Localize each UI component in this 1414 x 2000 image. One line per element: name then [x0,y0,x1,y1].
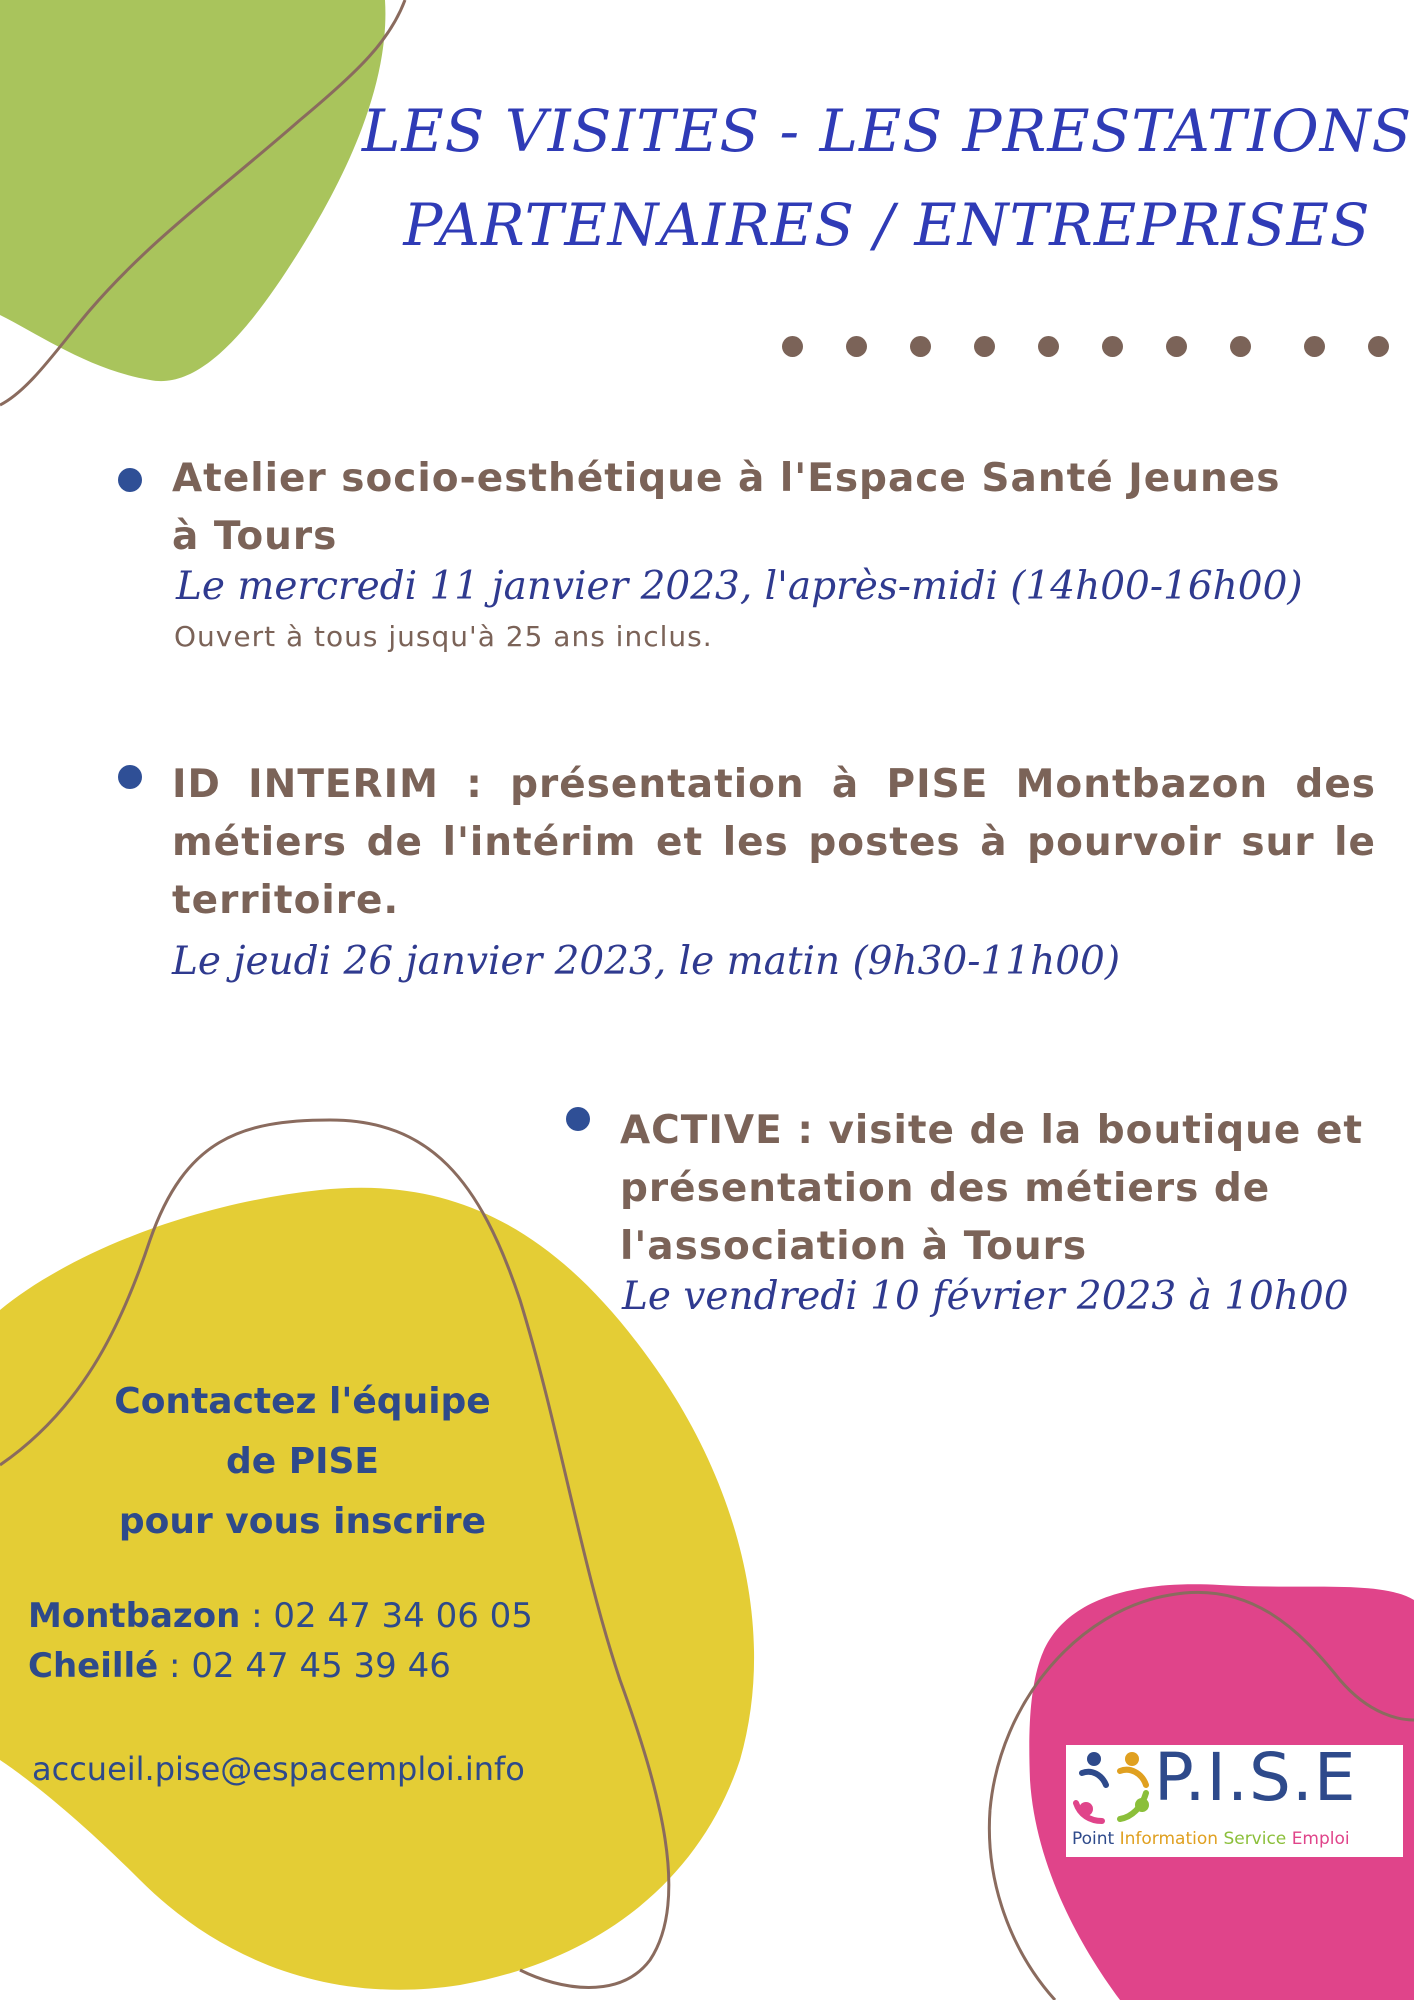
event-heading: Atelier socio-esthétique à l'Espace Santé Jeunes à Tours [172,456,1281,559]
page-title [360,84,1414,272]
event-heading: ID INTERIM : présentation à PISE Montbazon des métiers de l'intérim et les postes à pourvoir sur le territoire. [172,762,1376,923]
event-date: Le jeudi 26 janvier 2023, le matin (9h30-11h00) [172,939,1121,984]
phone-montbazon: Montbazon : 02 47 34 06 05 [28,1596,533,1636]
title-line-1: LES VISITES - LES PRESTATIONS [361,97,1413,165]
event-note: Ouvert à tous jusqu'à 25 ans inclus. [174,620,713,653]
divider-dot [1102,336,1123,357]
logo-tagline: Point Information Service Emploi [1072,1829,1350,1849]
title-line-2: PARTENAIRES / ENTREPRISES [403,191,1371,259]
divider-dot [1038,336,1059,357]
divider-dot [1304,336,1325,357]
divider-dot [782,336,803,357]
logo-name: P.I.S.E [1154,1739,1357,1816]
event-date: Le mercredi 11 janvier 2023, l'après-midi (14h00-16h00) [176,564,1303,609]
event-date: Le vendredi 10 février 2023 à 10h00 [622,1274,1349,1319]
pise-logo [1066,1739,1403,1857]
divider-dot [846,336,867,357]
people-circle-icon [1072,1749,1156,1829]
bullet-icon [118,468,142,492]
divider-dot [1230,336,1251,357]
bullet-icon [118,765,142,789]
divider-dot [1166,336,1187,357]
green-blob [0,0,385,381]
divider-dot [910,336,931,357]
phone-cheille: Cheillé : 02 47 45 39 46 [28,1646,451,1686]
bullet-icon [566,1107,590,1131]
divider-dot [1368,336,1389,357]
event-heading: ACTIVE : visite de la boutique et présentation des métiers de l'association à Tours [620,1108,1364,1269]
divider-dot [974,336,995,357]
contact-heading: Contactez l'équipe de PISE pour vous inscrire [114,1381,491,1542]
dot-divider [770,336,1390,366]
contact-email: accueil.pise@espacemploi.info [32,1750,525,1788]
